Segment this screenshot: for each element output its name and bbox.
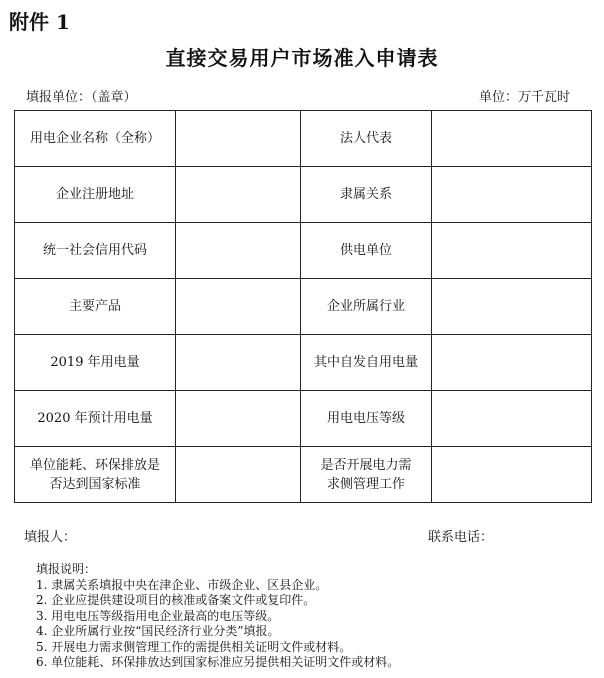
instruction-item: 5. 开展电力需求侧管理工作的需提供相关证明文件或材料。 [36,639,352,654]
field-value-cell[interactable] [176,111,301,167]
field-value-cell[interactable] [432,447,592,503]
application-form-table [14,110,592,503]
contact-phone-label: 联系电话： [428,530,494,545]
reporter-label: 填报人： [24,530,77,545]
instructions-title: 填报说明： [36,562,97,576]
instruction-item: 6. 单位能耗、环保排放达到国家标准应另提供相关证明文件或材料。 [36,655,400,669]
table-row [15,391,592,447]
unit-label: 单位：万千瓦时 [478,90,570,105]
table-row [15,447,592,503]
instruction-item: 1. 隶属关系填报中央在津企业、市级企业、区县企业。 [36,577,328,592]
field-label: 隶属关系 [301,167,432,223]
field-value-cell[interactable] [176,279,301,335]
field-value-cell[interactable] [432,223,592,279]
field-label: 单位能耗、环保排放是否达到国家标准 [15,447,176,503]
field-label: 供电单位 [301,223,432,279]
field-label: 用电企业名称（全称） [15,111,176,167]
field-label: 是否开展电力需求侧管理工作 [301,447,432,503]
field-label: 其中自发自用电量 [301,335,432,391]
table-row [15,167,592,223]
instruction-item: 2. 企业应提供建设项目的核准或备案文件或复印件。 [36,593,316,607]
field-label: 2019 年用电量 [15,335,176,391]
field-label: 主要产品 [15,279,176,335]
field-value-cell[interactable] [176,391,301,447]
field-label: 统一社会信用代码 [15,223,176,279]
field-value-cell[interactable] [432,391,592,447]
field-value-cell[interactable] [432,111,592,167]
fill-unit-label: 填报单位：（盖章） [26,90,137,105]
field-value-cell[interactable] [176,335,301,391]
field-label: 用电电压等级 [301,391,432,447]
table-row [15,279,592,335]
field-label: 企业所属行业 [301,279,432,335]
field-value-cell[interactable] [176,447,301,503]
table-row [15,111,592,167]
field-label: 法人代表 [301,111,432,167]
field-value-cell[interactable] [432,279,592,335]
field-value-cell[interactable] [432,335,592,391]
table-row [15,335,592,391]
field-label: 企业注册地址 [15,167,176,223]
field-value-cell[interactable] [176,167,301,223]
field-value-cell[interactable] [432,167,592,223]
field-label: 2020 年预计用电量 [15,391,176,447]
table-row [15,223,592,279]
field-value-cell[interactable] [176,223,301,279]
attachment-label: 附件 1 [9,10,70,34]
form-title: 直接交易用户市场准入申请表 [165,46,439,70]
instruction-item: 4. 企业所属行业按“国民经济行业分类”填报。 [36,624,280,638]
instructions-block [36,562,399,671]
instruction-item: 3. 用电电压等级指用电企业最高的电压等级。 [36,608,280,623]
